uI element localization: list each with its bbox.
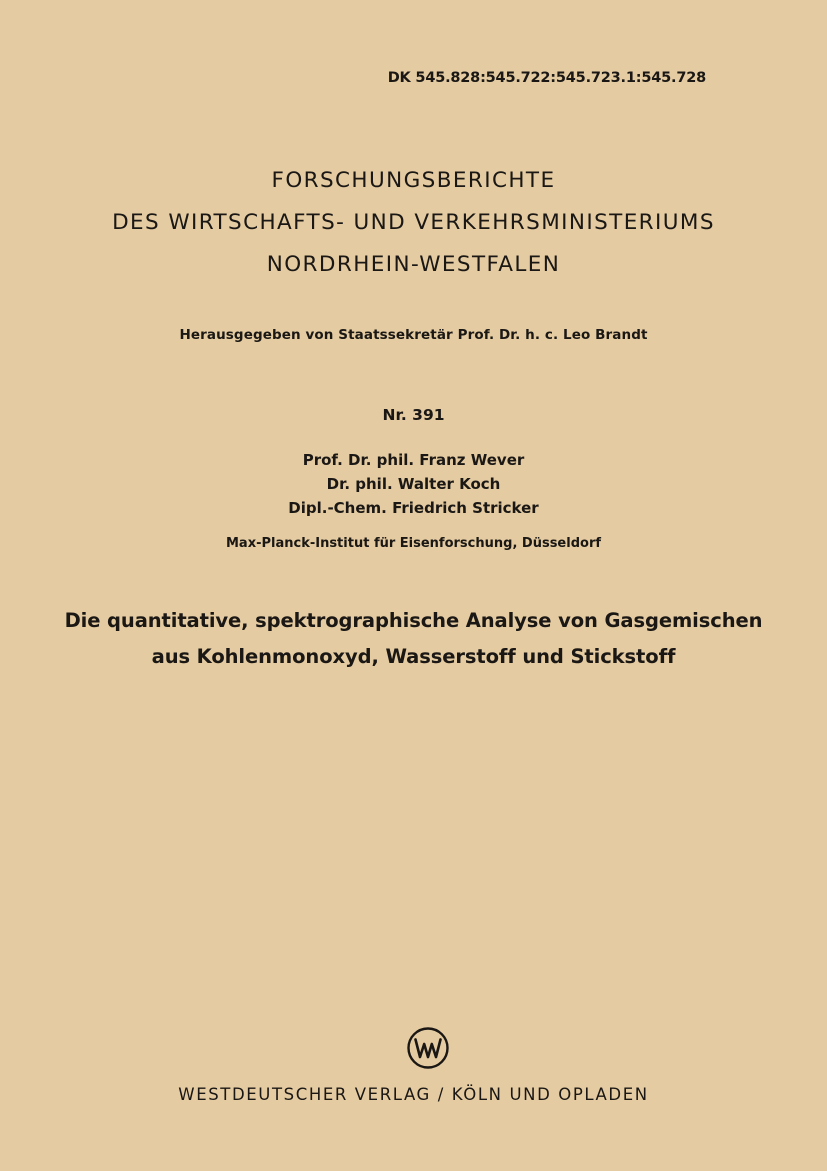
series-title-line-2: DES WIRTSCHAFTS- UND VERKEHRSMINISTERIUMS bbox=[112, 210, 715, 235]
institute: Max-Planck-Institut für Eisenforschung, Düsseldorf bbox=[225, 536, 602, 551]
author-3: Dipl.-Chem. Friedrich Stricker bbox=[288, 499, 539, 517]
report-title-line-1: Die quantitative, spektrographische Analyse von Gasgemischen bbox=[64, 609, 763, 632]
report-title-line-2: aus Kohlenmonoxyd, Wasserstoff und Stickstoff bbox=[151, 645, 676, 668]
report-number: Nr. 391 bbox=[382, 406, 445, 424]
publisher-logo-icon bbox=[407, 1027, 449, 1069]
classification-number: DK 545.828:545.722:545.723.1:545.728 bbox=[387, 70, 706, 86]
author-1: Prof. Dr. phil. Franz Wever bbox=[302, 451, 525, 469]
author-2: Dr. phil. Walter Koch bbox=[326, 475, 501, 493]
series-title-line-1: FORSCHUNGSBERICHTE bbox=[271, 168, 556, 193]
publisher-name: WESTDEUTSCHER VERLAG / KÖLN UND OPLADEN bbox=[178, 1085, 649, 1104]
editor-line: Herausgegeben von Staatssekretär Prof. Dr. h. c. Leo Brandt bbox=[179, 327, 648, 343]
series-title-line-3: NORDRHEIN-WESTFALEN bbox=[266, 252, 561, 277]
